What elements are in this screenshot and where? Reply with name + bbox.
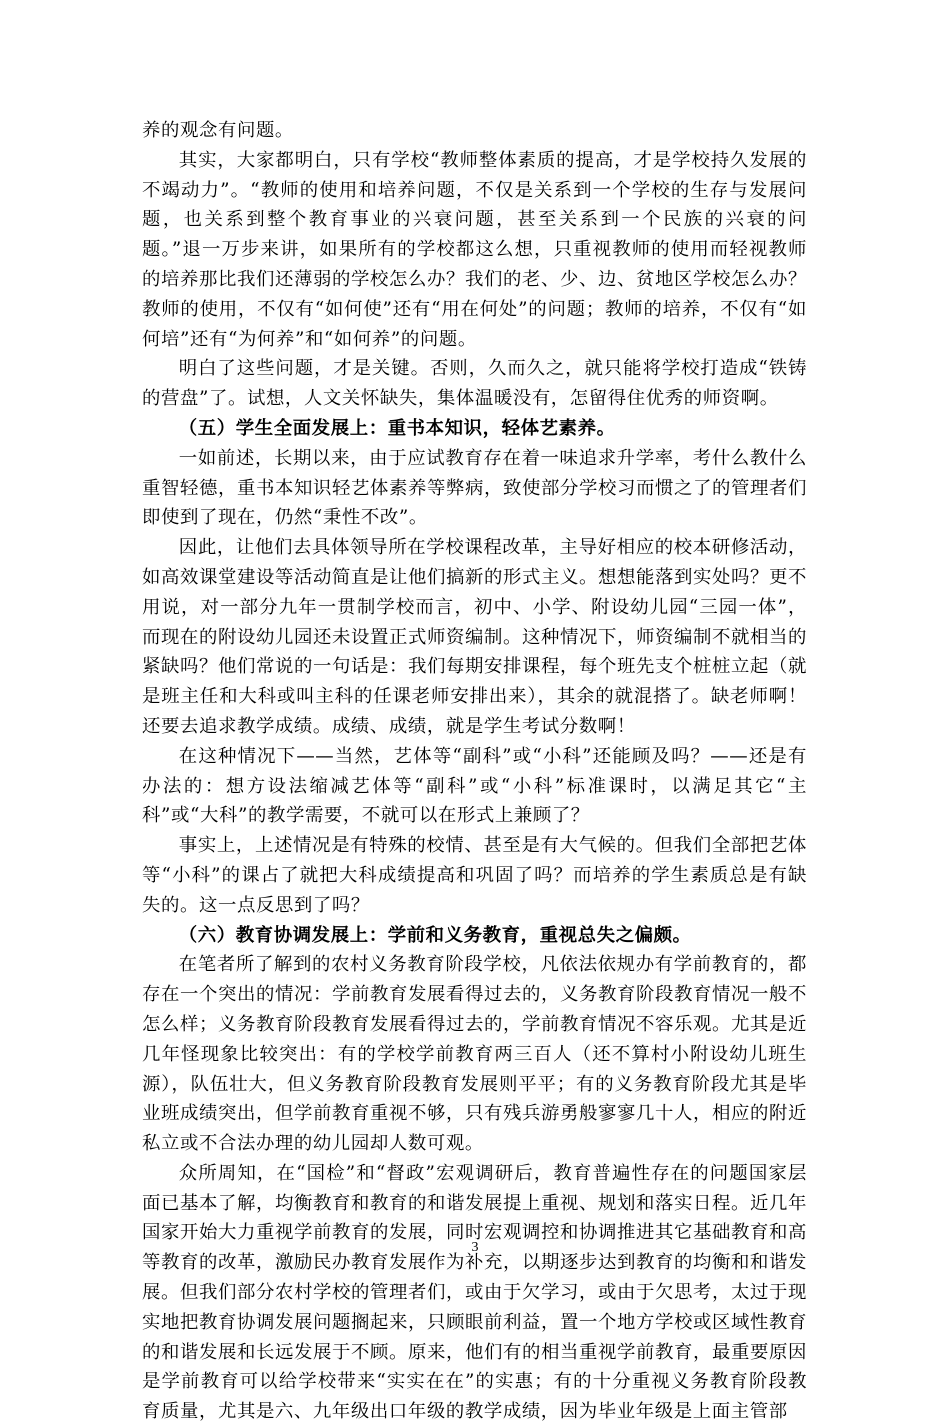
section-heading: （六）教育协调发展上：学前和义务教育，重视总失之偏颇。 <box>178 924 692 946</box>
section-heading: （五）学生全面发展上：重书本知识，轻体艺素养。 <box>178 417 616 439</box>
paragraph: 一如前述，长期以来，由于应试教育存在着一味追求升学率，考什么教什么重智轻德，重书本知识轻艺体素养等弊病，致使部分学校习而惯之了的管理者们即使到了现在，仍然“秉性不改”。 <box>142 447 807 529</box>
page-number: 3 <box>471 1240 479 1255</box>
paragraph: 明白了这些问题，才是关键。否则，久而久之，就只能将学校打造成“铁铸的营盘”了。试想，人文关怀缺失，集体温暖没有，怎留得住优秀的师资啊。 <box>142 358 807 410</box>
paragraph: 因此，让他们去具体领导所在学校课程改革，主导好相应的校本研修活动，如高效课堂建设等活动简直是让他们搞新的形式主义。想想能落到实处吗？更不用说，对一部分九年一贯制学校而言，初中、小学、附设幼儿园“三园一体”，而现在的附设幼儿园还未设置正式师资编制。这种情况下，师资编制不就相当的紧缺吗？他们常说的一句话是：我们每期安排课程，每个班先支个桩桩立起（就是班主任和大科或叫主科的任课老师安排出来），其余的就混搭了。缺老师啊！还要去追求教学成绩。成绩、成绩，就是学生考试分数啊！ <box>142 537 807 737</box>
document-body <box>142 116 807 1427</box>
paragraph: 在笔者所了解到的农村义务教育阶段学校，凡依法依规办有学前教育的，都存在一个突出的情况：学前教育发展看得过去的，义务教育阶段教育情况一般不怎么样；义务教育阶段教育发展看得过去的，学前教育情况不容乐观。尤其是近几年怪现象比较突出：有的学校学前教育两三百人（还不算村小附设幼儿班生源），队伍壮大，但义务教育阶段教育发展则平平；有的义务教育阶段尤其是毕业班成绩突出，但学前教育重视不够，只有残兵游勇般寥寥几十人，相应的附近私立或不合法办理的幼儿园却人数可观。 <box>142 954 807 1155</box>
paragraph: 养的观念有问题。 <box>142 120 294 141</box>
paragraph: 在这种情况下——当然，艺体等“副科”或“小科”还能顾及吗？——还是有办法的：想方设法缩减艺体等“副科”或“小科”标准课时，以满足其它“主科”或“大科”的教学需要，不就可以在形式上兼顾了？ <box>142 745 807 827</box>
paragraph: 其实，大家都明白，只有学校“教师整体素质的提高，才是学校持久发展的不竭动力”。“教师的使用和培养问题，不仅是关系到一个学校的生存与发展问题，也关系到整个教育事业的兴衰问题，甚至关系到一个民族的兴衰的问题。”退一万步来讲，如果所有的学校都这么想，只重视教师的使用而轻视教师的培养那比我们还薄弱的学校怎么办？我们的老、少、边、贫地区学校怎么办？教师的使用，不仅有“如何使”还有“用在何处”的问题；教师的培养，不仅有“如何培”还有“为何养”和“如何养”的问题。 <box>142 149 807 350</box>
paragraph: 事实上，上述情况是有特殊的校情、甚至是有大气候的。但我们全部把艺体等“小科”的课占了就把大科成绩提高和巩固了吗？而培养的学生素质总是有缺失的。这一点反思到了吗？ <box>142 835 807 916</box>
paragraph: 众所周知，在“国检”和“督政”宏观调研后，教育普遍性存在的问题国家层面已基本了解，均衡教育和教育的和谐发展提上重视、规划和落实日程。近几年国家开始大力重视学前教育的发展，同时宏观调控和协调推进其它基础教育和高等教育的改革，激励民办教育发展作为补充，以期逐步达到教育的均衡和和谐发展。但我们部分农村学校的管理者们，或由于欠学习，或由于欠思考，太过于现实地把教育协调发展问题搁起来，只顾眼前利益，置一个地方学校或区域性教育的和谐发展和长远发展于不顾。原来，他们有的相当重视学前教育，最重要原因是学前教育可以给学校带来“实实在在”的实惠；有的十分重视义务教育阶段教育质量，尤其是六、九年级出口年级的教学成绩，因为毕业年级是上面主管部 <box>142 1162 807 1423</box>
